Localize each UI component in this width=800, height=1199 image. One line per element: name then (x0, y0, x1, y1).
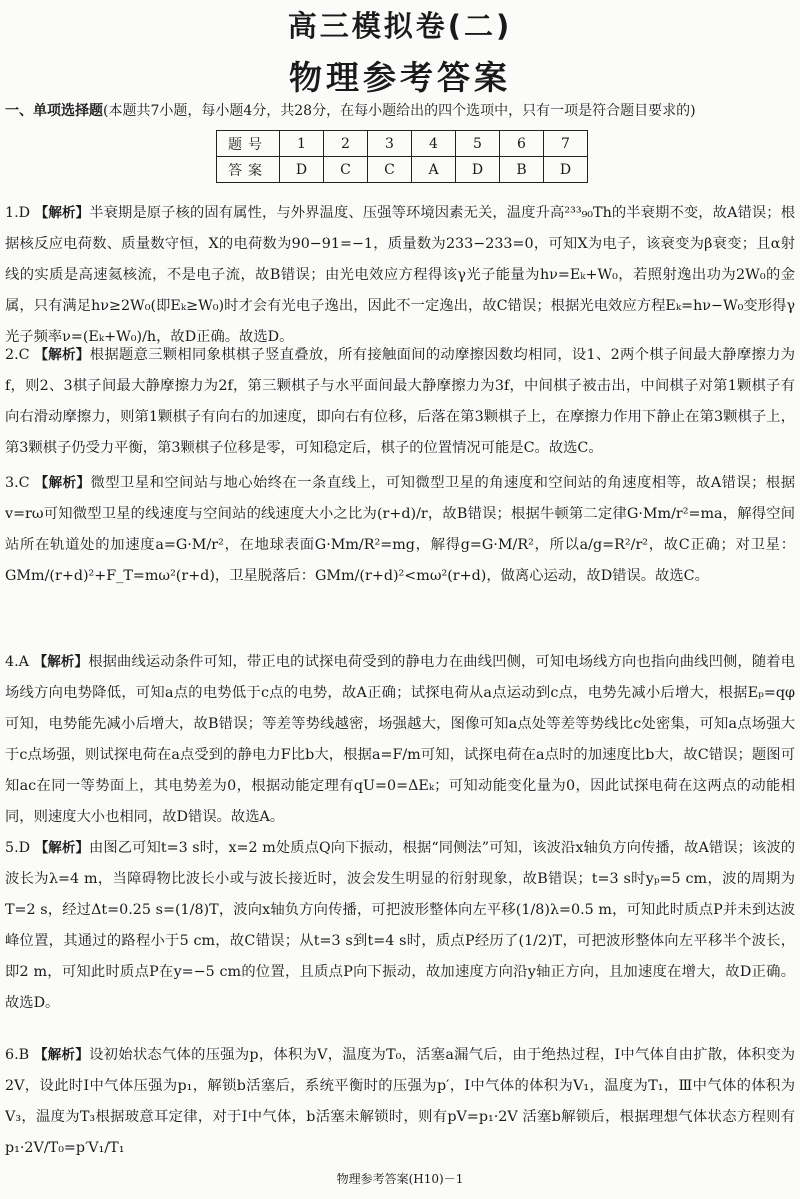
page-subtitle: 物理参考答案 (289, 58, 511, 97)
question-number: 4.A (5, 654, 29, 670)
question-number: 6.B (5, 1047, 30, 1063)
table-cell: 4 (412, 131, 456, 157)
table-cell: C (324, 157, 368, 183)
question-3 (5, 468, 795, 592)
table-cell: D (280, 157, 324, 183)
table-cell: 3 (368, 131, 412, 157)
page-title: 高三模拟卷(二) (287, 9, 513, 43)
row-label-number: 题号 (217, 131, 280, 157)
question-number: 1.D (5, 205, 31, 221)
question-2 (5, 340, 795, 464)
question-text: 微型卫星和空间站与地心始终在一条直线上，可知微型卫星的角速度和空间站的角速度相等，故A错误；根据v=rω可知微型卫星的线速度与空间站的线速度大小之比为(r+d)/r，故B错误；根据牛顿第二定律G·Mm/r²=ma，解得空间站所在轨道处的加速度a=G·M/r²，在地球表面G·Mm/R²=mg，解得g=G·M/R²，所以a/g=R²/r²，故C正确；对卫星：GMm/(r+d)²+F_T=mω²(r+d)，卫星脱落后：GMm/(r+d)²<mω²(r+d)，做离心运动，故D错误。故选C。 (5, 475, 796, 584)
question-text: 由图乙可知t=3 s时，x=2 m处质点Q向下振动，根据“同侧法”可知，该波沿x轴负方向传播，故A错误；该波的波长为λ=4 m，当障碍物比波长小或与波长接近时，波会发生明显的衍射现象，故B错误；t=3 s时yₚ=5 cm，波的周期为T=2 s，经过Δt=0.25 s=(1/8)T，波向x轴负方向传播，可把波形整体向左平移(1/8)λ=0.5 m，可知此时质点P并未到达波峰位置，其通过的路程小于5 cm，故C错误；从t=3 s到t=4 s时，质点P经历了(1/2)T，可把波形整体向左平移半个波长，即2 m，可知此时质点P在y=−5 cm的位置，且质点P向下振动，故加速度方向沿y轴正方向，且加速度在增大，故D正确。故选D。 (5, 840, 796, 1011)
row-label-answer: 答案 (217, 157, 280, 183)
table-cell: 2 (324, 131, 368, 157)
question-number: 5.D (5, 840, 31, 856)
table-cell: D (456, 157, 500, 183)
table-cell: C (368, 157, 412, 183)
table-cell: 7 (544, 131, 588, 157)
table-cell: D (544, 157, 588, 183)
question-text: 半衰期是原子核的固有属性，与外界温度、压强等环境因素无关，温度升高²³³₉₀Th的半衰期不变，故A错误；根据核反应电荷数、质量数守恒，X的电荷数为90−91=−1，质量数为233−233=0，可知X为电子，该衰变为β衰变；且α射线的实质是高速氦核流，不是电子流，故B错误；由光电效应方程得该γ光子能量为hν=Eₖ+W₀，若照射逸出功为2W₀的金属，只有满足hν≥2W₀(即Eₖ≥W₀)时才会有光电子逸出，因此不一定逸出，故C错误；根据光电效应方程Eₖ=hν−W₀变形得γ光子频率ν=(Eₖ+W₀)/h，故D正确。故选D。 (5, 205, 796, 345)
analysis-tag: 【解析】 (34, 205, 90, 221)
analysis-tag: 【解析】 (34, 347, 90, 363)
analysis-tag: 【解析】 (33, 654, 89, 670)
table-cell: 5 (456, 131, 500, 157)
table-cell: B (500, 157, 544, 183)
analysis-tag: 【解析】 (33, 1047, 90, 1063)
question-6 (5, 1040, 795, 1164)
table-cell: 1 (280, 131, 324, 157)
page-footer: 物理参考答案(H10)－1 (336, 1172, 464, 1186)
question-1 (5, 198, 795, 353)
question-text: 设初始状态气体的压强为p，体积为V，温度为T₀，活塞a漏气后，由于绝热过程，Ⅰ中气体自由扩散，体积变为2V，设此时Ⅰ中气体压强为p₁，解锁b活塞后，系统平衡时的压强为p′，Ⅰ中气体的体积为V₁，温度为T₁，Ⅲ中气体的体积为V₃，温度为T₃根据玻意耳定律，对于Ⅰ中气体，b活塞未解锁时，则有pV=p₁·2V 活塞b解锁后，根据理想气体状态方程则有p₁·2V/T₀=p′V₁/T₁ (5, 1047, 796, 1156)
question-4 (5, 647, 795, 833)
section-title: 一、单项选择题 (5, 103, 103, 119)
answer-table (216, 130, 588, 183)
table-cell: A (412, 157, 456, 183)
section-note: (本题共7小题，每小题4分，共28分，在每小题给出的四个选项中，只有一项是符合题目要求的) (103, 103, 696, 119)
question-text: 根据题意三颗相同象棋棋子竖直叠放，所有接触面间的动摩擦因数均相同，设1、2两个棋子间最大静摩擦力为f，则2、3棋子间最大静摩擦力为2f，第三颗棋子与水平面间最大静摩擦力为3f，中间棋子被击出，中间棋子对第1颗棋子有向右滑动摩擦力，则第1颗棋子有向右的加速度，即向右有位移，后落在第3颗棋子上，在摩擦力作用下静止在第3颗棋子上，第3颗棋子仍受力平衡，第3颗棋子位移是零，可知稳定后，棋子的位置情况可能是C。故选C。 (5, 347, 796, 456)
question-text: 根据曲线运动条件可知，带正电的试探电荷受到的静电力在曲线凹侧，可知电场线方向也指向曲线凹侧，随着电场线方向电势降低，可知a点的电势低于c点的电势，故A正确；试探电荷从a点运动到c点，电势先减小后增大，根据Eₚ=qφ可知，电势能先减小后增大，故B错误；等差等势线越密，场强越大，图像可知a点处等差等势线比c处密集，可知a点场强大于c点场强，则试探电荷在a点受到的静电力F比b大，根据a=F/m可知，试探电荷在a点时的加速度比b大，故C错误；题图可知ac在同一等势面上，其电势差为0，根据动能定理有qU=0=ΔEₖ；可知动能变化量为0，因此试探电荷在这两点的动能相同，则速度大小也相同，故D错误。故选A。 (5, 654, 796, 825)
question-5 (5, 833, 795, 1019)
answer-row (217, 157, 588, 183)
analysis-tag: 【解析】 (34, 840, 90, 856)
question-number: 3.C (5, 475, 30, 491)
table-cell: 6 (500, 131, 544, 157)
analysis-tag: 【解析】 (34, 475, 91, 491)
question-number-row (217, 131, 588, 157)
section-heading (5, 102, 797, 120)
question-number: 2.C (5, 347, 30, 363)
